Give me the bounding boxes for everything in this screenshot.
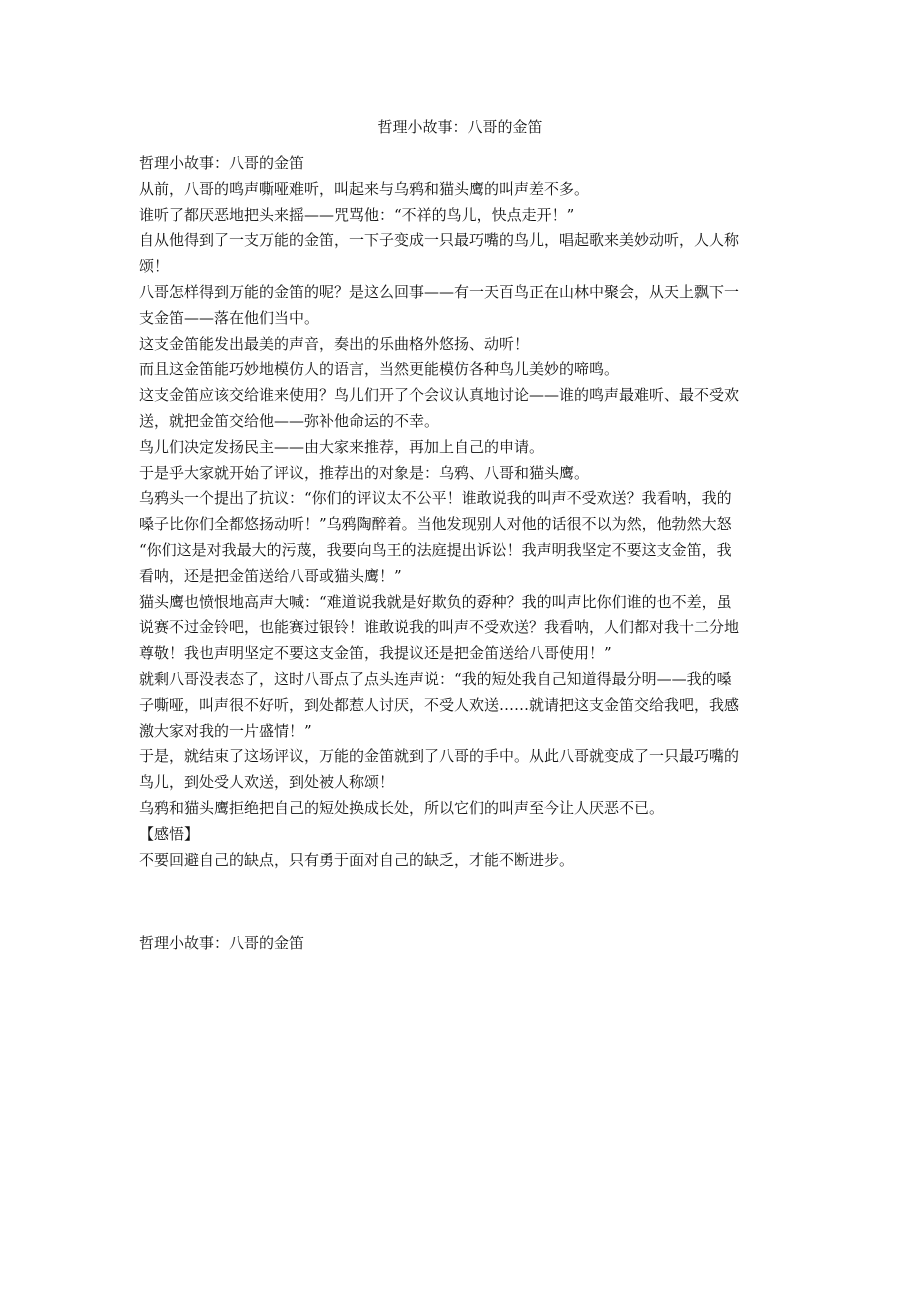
text-line: 鸟儿，到处受人欢送，到处被人称颂！ [139,773,395,792]
text-line: 尊敬！我也声明坚定不要这支金笛，我提议还是把金笛送给八哥使用！” [139,644,612,663]
text-line: “你们这是对我最大的污蔑，我要向鸟王的法庭提出诉讼！我声明我坚定不要这支金笛，我 [139,540,732,559]
text-line: 这支金笛应该交给谁来使用？鸟儿们开了个会议认真地讨论——谁的鸣声最难听、最不受欢 [139,386,740,405]
text-line: 猫头鹰也愤恨地高声大喊：“难道说我就是好欺负的孬种？我的叫声比你们谁的也不差，虽 [139,592,732,611]
text-line: 看呐，还是把金笛送给八哥或猫头鹰！” [139,566,402,585]
text-line: 自从他得到了一支万能的金笛，一下子变成一只最巧嘴的鸟儿，唱起歌来美妙动听，人人称 [139,231,740,250]
text-line: 颂！ [139,257,170,276]
text-line: 谁听了都厌恶地把头来摇——咒骂他：“不祥的鸟儿，快点走开！” [139,205,575,224]
text-line: 乌鸦头一个提出了抗议：“你们的评议太不公平！谁敢说我的叫声不受欢送？我看呐，我的 [139,489,732,508]
text-line: 说赛不过金铃吧，也能赛过银铃！谁敢说我的叫声不受欢送？我看呐，人们都对我十二分地 [139,618,740,637]
text-line: 从前，八哥的鸣声嘶哑难听，叫起来与乌鸦和猫头鹰的叫声差不多。 [139,179,590,198]
text-line: 嗓子比你们全都悠扬动听！”乌鸦陶醉着。当他发现别人对他的话很不以为然，他勃然大怒 [139,515,732,534]
text-line: 支金笛——落在他们当中。 [139,308,320,327]
text-line: 就剩八哥没表态了，这时八哥点了点头连声说：“我的短处我自己知道得最分明——我的嗓 [139,669,732,688]
text-line: 鸟儿们决定发扬民主——由大家来推荐，再加上自己的申请。 [139,437,545,456]
document-body [139,151,799,873]
text-line: 于是乎大家就开始了评议，推荐出的对象是：乌鸦、八哥和猫头鹰。 [139,463,590,482]
document-footer-title: 哲理小故事：八哥的金笛 [139,934,305,952]
text-line: 子嘶哑，叫声很不好听，到处都惹人讨厌，不受人欢送……就请把这支金笛交给我吧，我感 [139,695,740,714]
text-line: 八哥怎样得到万能的金笛的呢？是这么回事——有一天百鸟正在山林中聚会，从天上飘下一 [139,282,740,301]
text-line: 于是，就结束了这场评议，万能的金笛就到了八哥的手中。从此八哥就变成了一只最巧嘴的 [139,747,740,766]
text-line: 送，就把金笛交给他——弥补他命运的不幸。 [139,411,440,430]
text-line: 这支金笛能发出最美的声音，奏出的乐曲格外悠扬、动听！ [139,334,530,353]
text-line: 乌鸦和猫头鹰拒绝把自己的短处换成长处，所以它们的叫声至今让人厌恶不已。 [139,798,665,817]
text-line: 不要回避自己的缺点，只有勇于面对自己的缺乏，才能不断进步。 [139,850,575,869]
text-line: 而且这金笛能巧妙地模仿人的语言，当然更能模仿各种鸟儿美妙的啼鸣。 [139,360,620,379]
text-line: 激大家对我的一片盛情！” [139,721,312,740]
document-title: 哲理小故事：八哥的金笛 [377,118,543,136]
text-line: 【感悟】 [139,824,200,843]
text-line: 哲理小故事：八哥的金笛 [139,154,305,172]
